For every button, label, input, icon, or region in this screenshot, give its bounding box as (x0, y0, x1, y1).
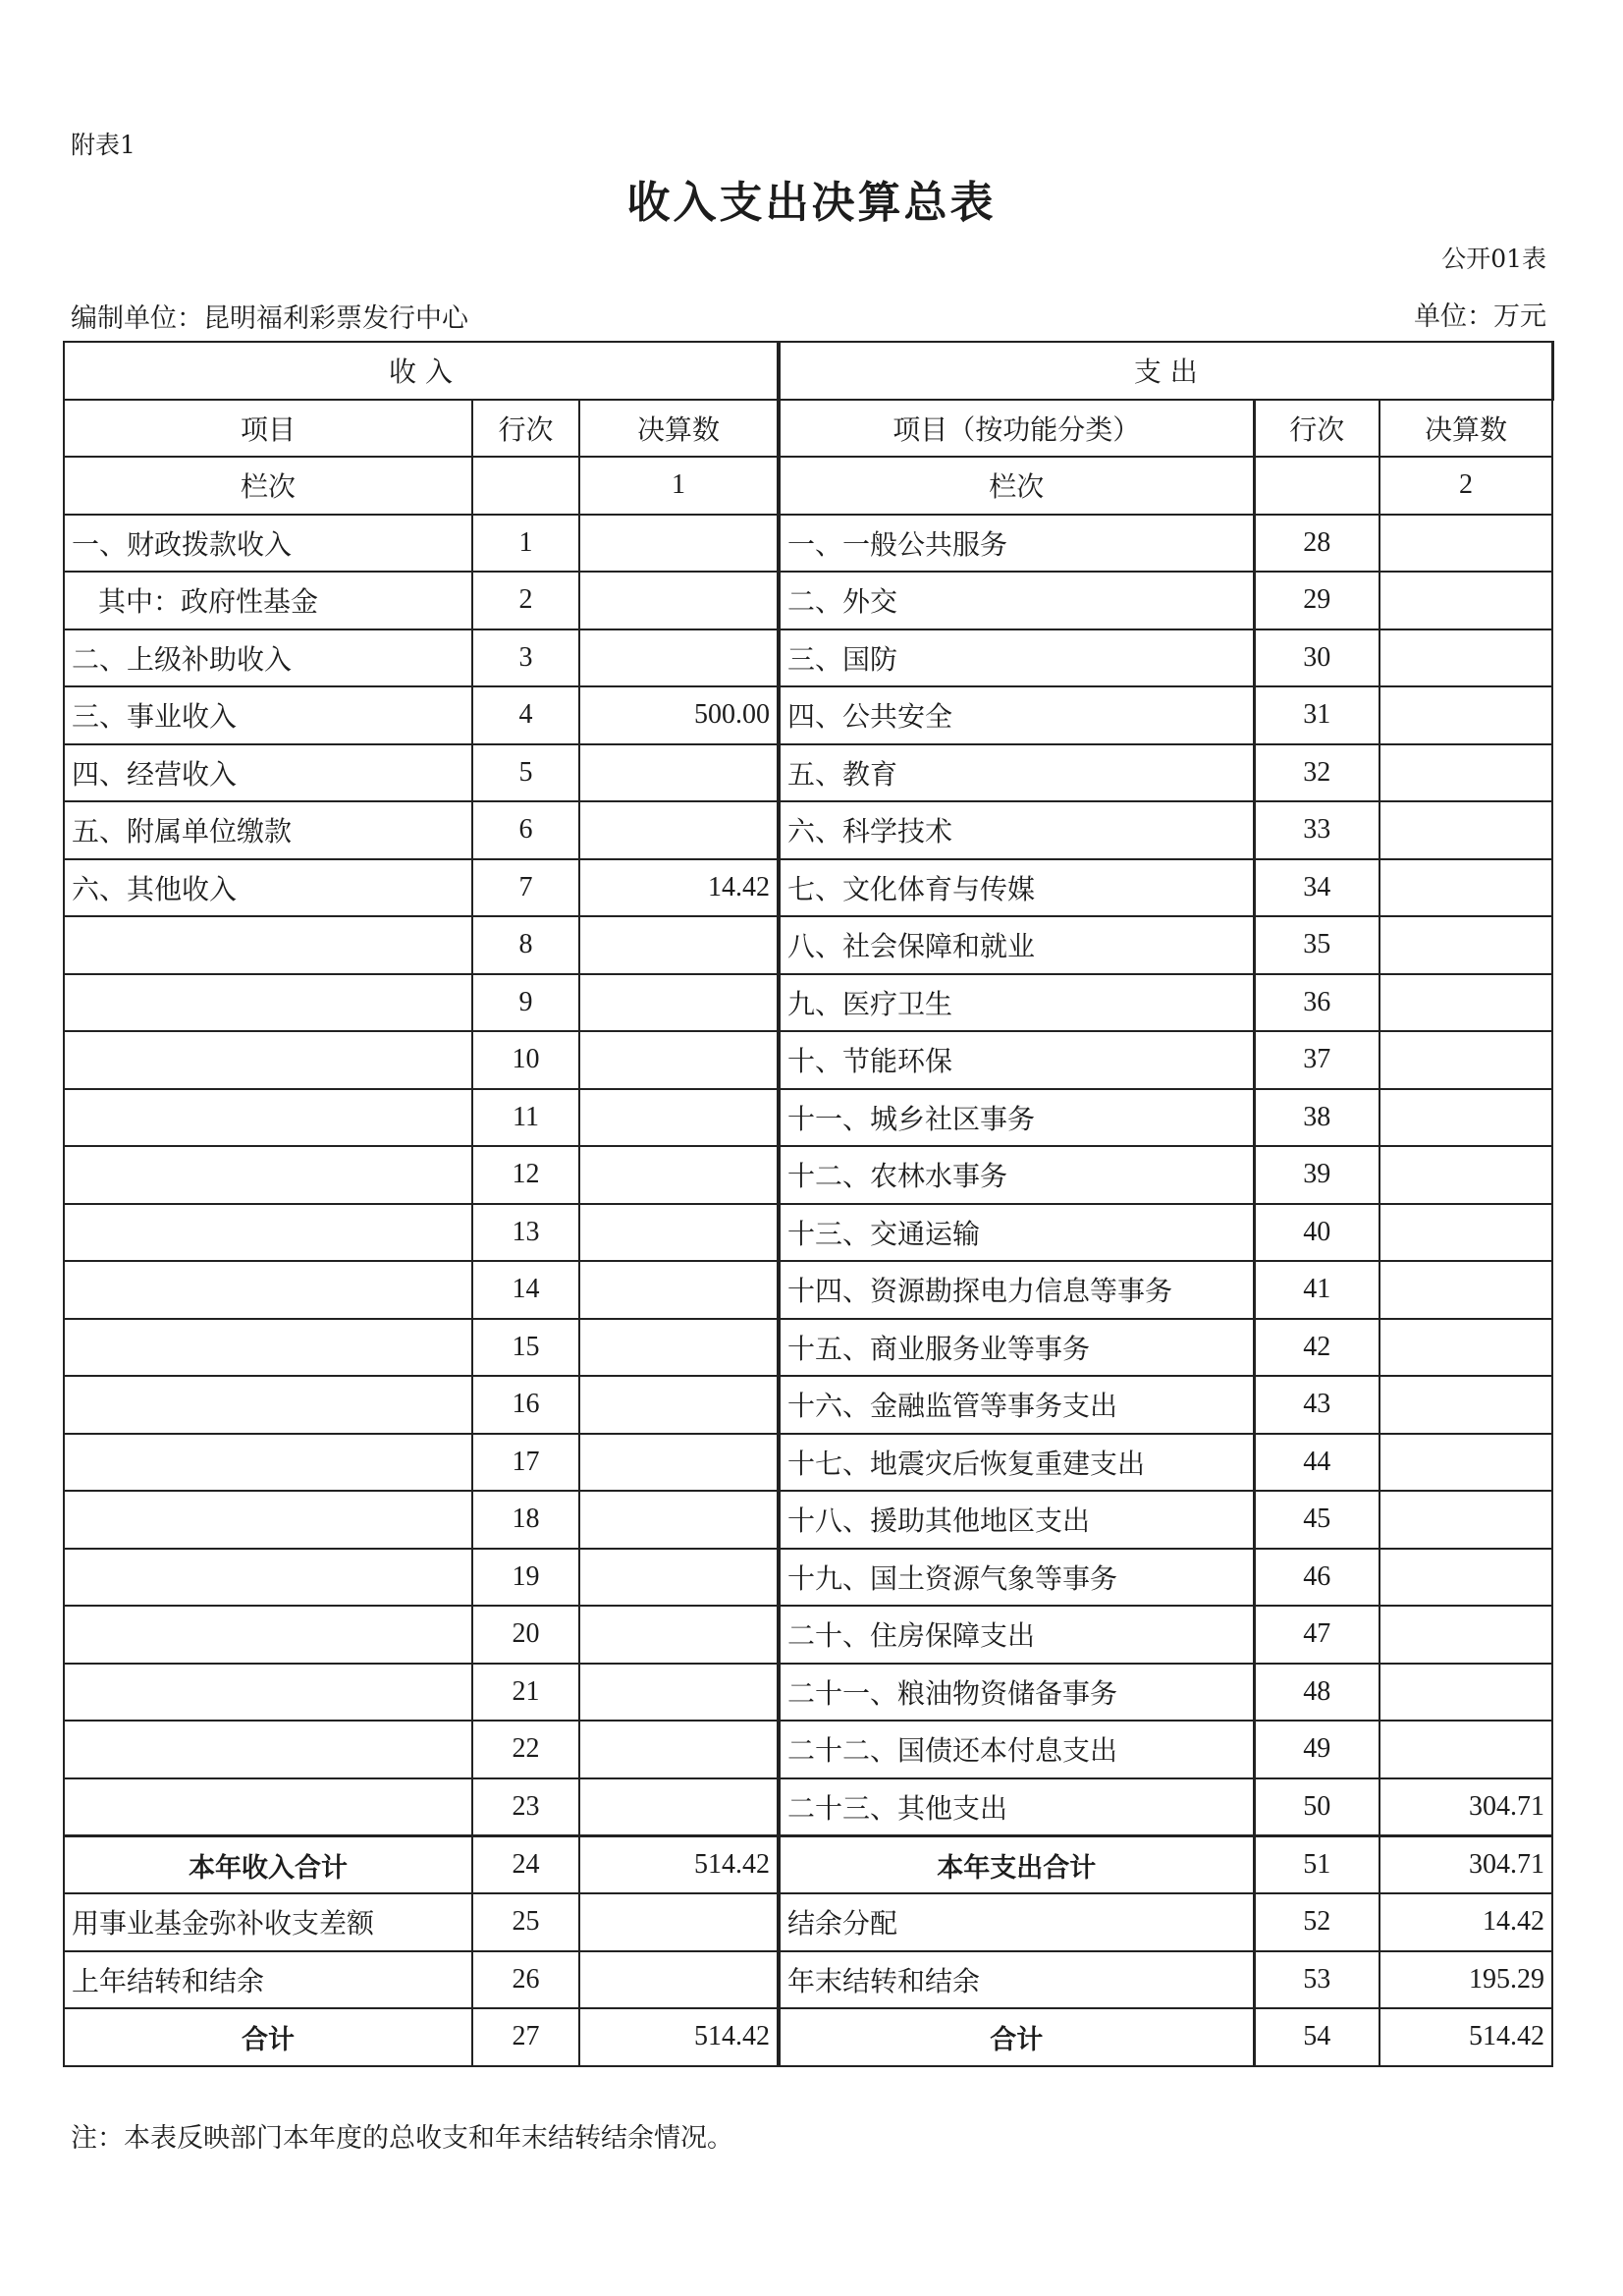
expense-item-cell: 十四、资源勘探电力信息等事务 (779, 1261, 1254, 1319)
income-item-cell (64, 1146, 472, 1204)
income-row-no-header: 行次 (472, 400, 579, 458)
expense-row-no-cell: 40 (1254, 1204, 1380, 1262)
expense-row-no-cell: 29 (1254, 572, 1380, 629)
expense-row-no-cell: 28 (1254, 515, 1380, 573)
summary-row (64, 1951, 1552, 2009)
income-amount-cell (579, 1664, 779, 1722)
income-row-no-cell: 9 (472, 974, 579, 1032)
income-row-no-cell: 21 (472, 1664, 579, 1722)
expense-amount-cell (1380, 1319, 1552, 1377)
expense-row-no-cell: 41 (1254, 1261, 1380, 1319)
table-row (64, 1664, 1552, 1722)
income-section-header: 收 入 (64, 342, 779, 400)
income-item-cell (64, 1089, 472, 1147)
expense-item-cell: 二十一、粮油物资储备事务 (779, 1664, 1254, 1722)
income-row-no-cell: 17 (472, 1434, 579, 1492)
expense-item-cell: 九、医疗卫生 (779, 974, 1254, 1032)
table-row (64, 1434, 1552, 1492)
expense-item-cell: 二十二、国债还本付息支出 (779, 1721, 1254, 1778)
table-row (64, 515, 1552, 573)
income-amount-cell (579, 1261, 779, 1319)
expense-item-cell: 十六、金融监管等事务支出 (779, 1376, 1254, 1434)
income-item-cell: 六、其他收入 (64, 859, 472, 917)
income-item-cell: 三、事业收入 (64, 686, 472, 744)
expense-amount-cell: 304.71 (1380, 1778, 1552, 1836)
income-row-no-cell: 10 (472, 1031, 579, 1089)
expense-item-cell: 四、公共安全 (779, 686, 1254, 744)
expense-amount-cell (1380, 1261, 1552, 1319)
expense-amount-cell (1380, 1491, 1552, 1549)
income-amount-cell (579, 515, 779, 573)
income-amount-cell (579, 1089, 779, 1147)
page-title: 收入支出决算总表 (626, 178, 997, 228)
table-row (64, 1204, 1552, 1262)
income-amount-cell (579, 1319, 779, 1377)
summary-expense-row-no-cell: 51 (1254, 1836, 1380, 1894)
annex-label: 附表1 (71, 131, 135, 159)
expense-amount-cell (1380, 1031, 1552, 1089)
column-index-left: 1 (579, 457, 779, 515)
expense-item-cell: 十、节能环保 (779, 1031, 1254, 1089)
income-item-cell (64, 1204, 472, 1262)
summary-income-row-no-cell: 25 (472, 1893, 579, 1951)
income-item-cell: 一、财政拨款收入 (64, 515, 472, 573)
expense-item-cell: 十九、国土资源气象等事务 (779, 1549, 1254, 1607)
income-item-cell (64, 1319, 472, 1377)
summary-income-item-cell: 合计 (64, 2008, 472, 2066)
expense-row-no-cell: 33 (1254, 801, 1380, 859)
income-item-cell (64, 1434, 472, 1492)
expense-row-no-header: 行次 (1254, 400, 1380, 458)
table-row (64, 1146, 1552, 1204)
table-row (64, 974, 1552, 1032)
expense-amount-cell (1380, 974, 1552, 1032)
income-amount-header: 决算数 (579, 400, 779, 458)
summary-expense-amount-cell: 304.71 (1380, 1836, 1552, 1894)
expense-item-cell: 五、教育 (779, 744, 1254, 802)
expense-amount-cell (1380, 916, 1552, 974)
expense-amount-cell (1380, 1434, 1552, 1492)
summary-expense-item-cell: 本年支出合计 (779, 1836, 1254, 1894)
income-item-cell (64, 916, 472, 974)
table-row (64, 1319, 1552, 1377)
table-row (64, 572, 1552, 629)
table-row (64, 859, 1552, 917)
summary-row (64, 2008, 1552, 2066)
table-code: 公开01表 (1441, 245, 1546, 273)
income-row-no-cell: 5 (472, 744, 579, 802)
income-item-cell (64, 1261, 472, 1319)
summary-row (64, 1893, 1552, 1951)
income-row-no-cell: 4 (472, 686, 579, 744)
summary-expense-row-no-cell: 54 (1254, 2008, 1380, 2066)
summary-expense-amount-cell: 514.42 (1380, 2008, 1552, 2066)
summary-income-amount-cell (579, 1893, 779, 1951)
expense-row-no-cell: 32 (1254, 744, 1380, 802)
expense-amount-cell (1380, 629, 1552, 687)
column-index-label-left: 栏次 (64, 457, 472, 515)
expense-item-cell: 十二、农林水事务 (779, 1146, 1254, 1204)
table-row (64, 916, 1552, 974)
expense-item-cell: 八、社会保障和就业 (779, 916, 1254, 974)
summary-expense-item-cell: 合计 (779, 2008, 1254, 2066)
expense-amount-cell (1380, 1089, 1552, 1147)
income-amount-cell (579, 1204, 779, 1262)
expense-item-cell: 六、科学技术 (779, 801, 1254, 859)
expense-row-no-cell: 44 (1254, 1434, 1380, 1492)
income-item-cell: 二、上级补助收入 (64, 629, 472, 687)
table-row (64, 1031, 1552, 1089)
expense-amount-cell (1380, 1549, 1552, 1607)
income-amount-cell (579, 572, 779, 629)
income-row-no-cell: 3 (472, 629, 579, 687)
expense-item-cell: 三、国防 (779, 629, 1254, 687)
section-header-row (64, 342, 1552, 400)
summary-income-item-cell: 上年结转和结余 (64, 1951, 472, 2009)
expense-amount-cell (1380, 1146, 1552, 1204)
income-amount-cell (579, 1549, 779, 1607)
table-row (64, 1721, 1552, 1778)
column-index-right: 2 (1380, 457, 1552, 515)
summary-expense-amount-cell: 195.29 (1380, 1951, 1552, 2009)
expense-row-no-cell: 31 (1254, 686, 1380, 744)
table-row (64, 1778, 1552, 1836)
expense-item-cell: 十三、交通运输 (779, 1204, 1254, 1262)
income-amount-cell (579, 1778, 779, 1836)
income-item-cell (64, 1031, 472, 1089)
table-row (64, 1376, 1552, 1434)
income-row-no-cell: 20 (472, 1606, 579, 1664)
expense-row-no-cell: 48 (1254, 1664, 1380, 1722)
expense-row-no-cell: 37 (1254, 1031, 1380, 1089)
summary-income-row-no-cell: 26 (472, 1951, 579, 2009)
income-row-no-cell: 7 (472, 859, 579, 917)
expense-row-no-cell: 34 (1254, 859, 1380, 917)
expense-amount-cell (1380, 801, 1552, 859)
summary-expense-amount-cell: 14.42 (1380, 1893, 1552, 1951)
table-row (64, 744, 1552, 802)
expense-amount-cell (1380, 1664, 1552, 1722)
income-item-cell (64, 1721, 472, 1778)
income-item-header: 项目 (64, 400, 472, 458)
income-amount-cell (579, 801, 779, 859)
expense-row-no-cell: 45 (1254, 1491, 1380, 1549)
income-amount-cell (579, 1031, 779, 1089)
table-row (64, 686, 1552, 744)
income-row-no-cell: 18 (472, 1491, 579, 1549)
summary-income-amount-cell: 514.42 (579, 1836, 779, 1894)
expense-item-header: 项目（按功能分类） (779, 400, 1254, 458)
income-expense-table (63, 341, 1554, 2067)
summary-income-row-no-cell: 24 (472, 1836, 579, 1894)
income-row-no-cell: 6 (472, 801, 579, 859)
expense-amount-cell (1380, 1376, 1552, 1434)
table-row (64, 1261, 1552, 1319)
income-row-no-cell: 1 (472, 515, 579, 573)
income-row-no-cell: 22 (472, 1721, 579, 1778)
summary-expense-row-no-cell: 52 (1254, 1893, 1380, 1951)
table-row (64, 801, 1552, 859)
table-row (64, 1491, 1552, 1549)
expense-row-no-cell: 47 (1254, 1606, 1380, 1664)
income-item-cell (64, 1549, 472, 1607)
column-index-label-right: 栏次 (779, 457, 1254, 515)
org-label: 编制单位：昆明福利彩票发行中心 (71, 303, 468, 334)
expense-row-no-cell: 49 (1254, 1721, 1380, 1778)
summary-row (64, 1836, 1552, 1894)
summary-expense-item-cell: 年末结转和结余 (779, 1951, 1254, 2009)
income-item-cell (64, 1376, 472, 1434)
income-item-cell (64, 1491, 472, 1549)
expense-item-cell: 七、文化体育与传媒 (779, 859, 1254, 917)
expense-item-cell: 十五、商业服务业等事务 (779, 1319, 1254, 1377)
table-row (64, 1549, 1552, 1607)
expense-row-no-cell: 50 (1254, 1778, 1380, 1836)
income-amount-cell (579, 1491, 779, 1549)
income-amount-cell: 500.00 (579, 686, 779, 744)
expense-section-header: 支 出 (779, 342, 1552, 400)
unit-label: 单位：万元 (1414, 301, 1546, 332)
table-row (64, 629, 1552, 687)
income-item-cell: 四、经营收入 (64, 744, 472, 802)
expense-row-no-cell: 35 (1254, 916, 1380, 974)
expense-item-cell: 一、一般公共服务 (779, 515, 1254, 573)
summary-income-item-cell: 用事业基金弥补收支差额 (64, 1893, 472, 1951)
income-row-no-cell: 12 (472, 1146, 579, 1204)
expense-amount-cell (1380, 1606, 1552, 1664)
summary-income-amount-cell (579, 1951, 779, 2009)
expense-item-cell: 二十三、其他支出 (779, 1778, 1254, 1836)
table-row (64, 1606, 1552, 1664)
income-row-no-cell: 19 (472, 1549, 579, 1607)
expense-row-no-cell: 42 (1254, 1319, 1380, 1377)
income-item-cell (64, 1606, 472, 1664)
column-header-row (64, 400, 1552, 458)
table-row (64, 1089, 1552, 1147)
expense-row-no-cell: 39 (1254, 1146, 1380, 1204)
income-amount-cell (579, 1721, 779, 1778)
expense-amount-cell (1380, 572, 1552, 629)
expense-row-no-cell: 46 (1254, 1549, 1380, 1607)
column-index-row (64, 457, 1552, 515)
summary-expense-row-no-cell: 53 (1254, 1951, 1380, 2009)
income-item-cell (64, 1664, 472, 1722)
expense-item-cell: 十八、援助其他地区支出 (779, 1491, 1254, 1549)
expense-row-no-cell: 38 (1254, 1089, 1380, 1147)
summary-income-row-no-cell: 27 (472, 2008, 579, 2066)
expense-amount-header: 决算数 (1380, 400, 1552, 458)
income-row-no-cell: 14 (472, 1261, 579, 1319)
income-item-cell: 其中：政府性基金 (64, 572, 472, 629)
income-item-cell (64, 974, 472, 1032)
summary-income-amount-cell: 514.42 (579, 2008, 779, 2066)
summary-expense-item-cell: 结余分配 (779, 1893, 1254, 1951)
column-index-blank-left (472, 457, 579, 515)
expense-amount-cell (1380, 1204, 1552, 1262)
income-row-no-cell: 11 (472, 1089, 579, 1147)
expense-amount-cell (1380, 686, 1552, 744)
income-row-no-cell: 8 (472, 916, 579, 974)
income-row-no-cell: 23 (472, 1778, 579, 1836)
expense-row-no-cell: 43 (1254, 1376, 1380, 1434)
expense-amount-cell (1380, 744, 1552, 802)
expense-item-cell: 十一、城乡社区事务 (779, 1089, 1254, 1147)
expense-item-cell: 二、外交 (779, 572, 1254, 629)
summary-income-item-cell: 本年收入合计 (64, 1836, 472, 1894)
income-item-cell: 五、附属单位缴款 (64, 801, 472, 859)
income-amount-cell (579, 1434, 779, 1492)
income-amount-cell (579, 629, 779, 687)
expense-row-no-cell: 36 (1254, 974, 1380, 1032)
income-amount-cell (579, 1606, 779, 1664)
expense-amount-cell (1380, 859, 1552, 917)
expense-row-no-cell: 30 (1254, 629, 1380, 687)
column-index-blank-right (1254, 457, 1380, 515)
income-amount-cell (579, 974, 779, 1032)
income-row-no-cell: 13 (472, 1204, 579, 1262)
expense-amount-cell (1380, 515, 1552, 573)
income-amount-cell (579, 744, 779, 802)
expense-item-cell: 十七、地震灾后恢复重建支出 (779, 1434, 1254, 1492)
income-row-no-cell: 2 (472, 572, 579, 629)
income-row-no-cell: 15 (472, 1319, 579, 1377)
income-row-no-cell: 16 (472, 1376, 579, 1434)
expense-amount-cell (1380, 1721, 1552, 1778)
income-item-cell (64, 1778, 472, 1836)
income-amount-cell (579, 1146, 779, 1204)
income-amount-cell (579, 1376, 779, 1434)
income-amount-cell (579, 916, 779, 974)
table-note: 注：本表反映部门本年度的总收支和年末结转结余情况。 (71, 2123, 733, 2154)
expense-item-cell: 二十、住房保障支出 (779, 1606, 1254, 1664)
income-amount-cell: 14.42 (579, 859, 779, 917)
